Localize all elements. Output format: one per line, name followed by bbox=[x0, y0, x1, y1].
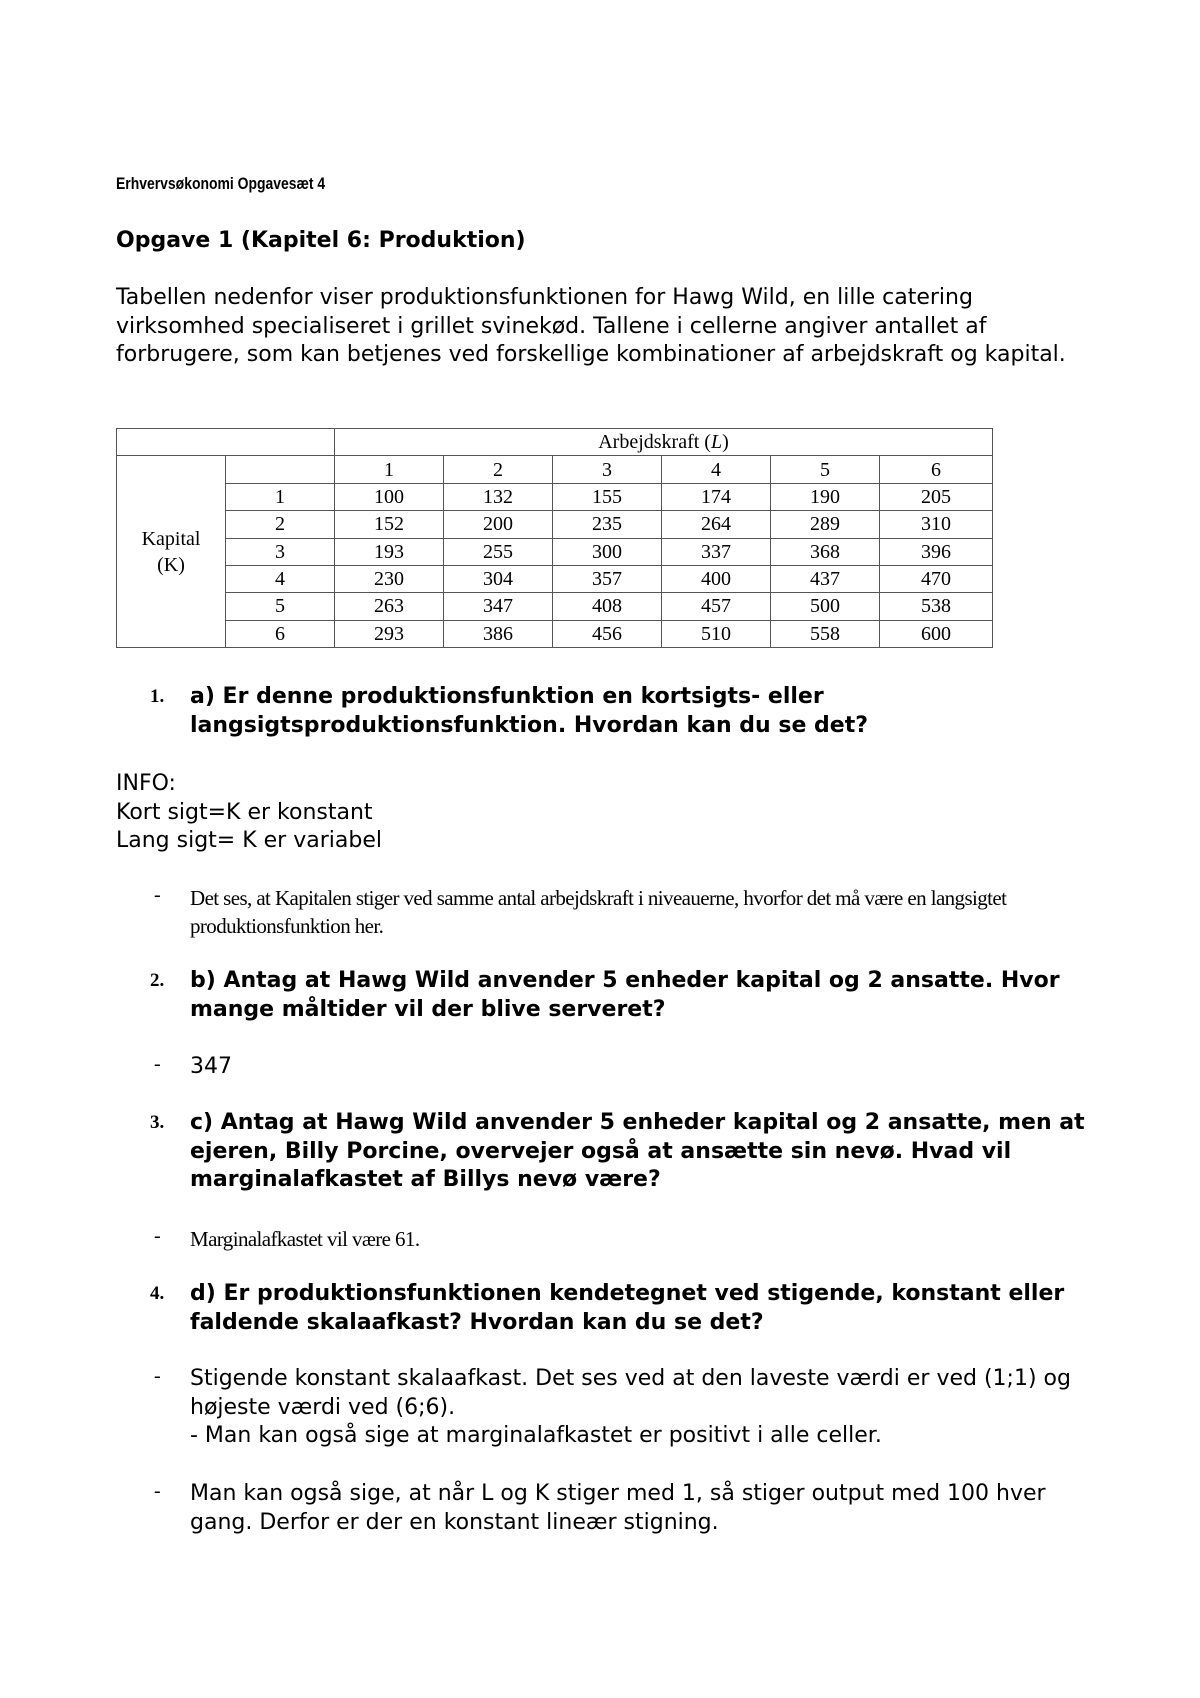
question-number: 4. bbox=[150, 1283, 165, 1304]
info-line-long-run: Lang sigt= K er variabel bbox=[116, 828, 382, 853]
table-cell: 200 bbox=[444, 511, 553, 538]
question-b bbox=[150, 967, 1110, 1024]
labor-level: 6 bbox=[880, 456, 993, 483]
table-corner bbox=[117, 429, 335, 456]
table-cell: 558 bbox=[771, 620, 880, 647]
capital-level: 4 bbox=[226, 565, 335, 592]
table-cell: 152 bbox=[335, 511, 444, 538]
table-cell: 347 bbox=[444, 593, 553, 620]
labor-level: 3 bbox=[553, 456, 662, 483]
table-row bbox=[117, 593, 993, 620]
table-cell: 263 bbox=[335, 593, 444, 620]
answer-text: Marginalafkastet vil være 61. bbox=[190, 1227, 420, 1251]
table-cell: 357 bbox=[553, 565, 662, 592]
question-c bbox=[150, 1109, 1110, 1195]
table-cell: 235 bbox=[553, 511, 662, 538]
answer-b bbox=[150, 1053, 1110, 1082]
table-cell: 190 bbox=[771, 483, 880, 510]
table-cell: 456 bbox=[553, 620, 662, 647]
table-row bbox=[117, 511, 993, 538]
question-d bbox=[150, 1280, 1110, 1337]
intro-paragraph: Tabellen nedenfor viser produktionsfunktionen for Hawg Wild, en lille catering virksomhed specialiseret i grillet svinekød. Tallene i cellerne angiver antallet af forbrugere, som kan betjenes ved forskellige kombinationer af arbejdskraft og kapital. bbox=[116, 285, 1066, 367]
document-header: Erhvervsøkonomi Opgavesæt 4 bbox=[116, 174, 326, 193]
table-row bbox=[117, 620, 993, 647]
question-number: 3. bbox=[150, 1112, 165, 1133]
answer-text: Det ses, at Kapitalen stiger ved samme antal arbejdskraft i niveauerne, hvorfor det må være en langsigtet produktionsfunktion her. bbox=[190, 886, 1007, 938]
table-cell: 510 bbox=[662, 620, 771, 647]
bullet-dash: - bbox=[154, 884, 161, 906]
table-cell: 500 bbox=[771, 593, 880, 620]
table-cell: 437 bbox=[771, 565, 880, 592]
labor-level: 4 bbox=[662, 456, 771, 483]
table-row bbox=[117, 538, 993, 565]
capital-level: 6 bbox=[226, 620, 335, 647]
table-cell: 293 bbox=[335, 620, 444, 647]
answer-text: Man kan også sige, at når L og K stiger med 1, så stiger output med 100 hver gang. Derfor er der en konstant lineær stigning. bbox=[190, 1481, 1046, 1535]
table-cell: 368 bbox=[771, 538, 880, 565]
bullet-dash: - bbox=[154, 1365, 161, 1387]
question-text: c) Antag at Hawg Wild anvender 5 enheder kapital og 2 ansatte, men at ejeren, Billy Porcine, overvejer også at ansætte sin nevø. Hvad vil marginalafkastet af Billys nevø være? bbox=[190, 1110, 1085, 1192]
bullet-dash: - bbox=[154, 1480, 161, 1502]
answer-a bbox=[150, 884, 1110, 940]
table-cell: 300 bbox=[553, 538, 662, 565]
answer-d-2 bbox=[150, 1480, 1110, 1537]
table-cell: 264 bbox=[662, 511, 771, 538]
bullet-dash: - bbox=[154, 1225, 161, 1247]
table-cell: 400 bbox=[662, 565, 771, 592]
capital-level: 3 bbox=[226, 538, 335, 565]
table-cell: 205 bbox=[880, 483, 993, 510]
table-cell: 230 bbox=[335, 565, 444, 592]
question-number: 1. bbox=[150, 686, 165, 707]
labor-level: 2 bbox=[444, 456, 553, 483]
question-number: 2. bbox=[150, 970, 165, 991]
table-cell: 174 bbox=[662, 483, 771, 510]
capital-level: 1 bbox=[226, 483, 335, 510]
capital-level: 2 bbox=[226, 511, 335, 538]
labor-level: 5 bbox=[771, 456, 880, 483]
table-cell: 337 bbox=[662, 538, 771, 565]
labor-level-blank bbox=[226, 456, 335, 483]
table-row bbox=[117, 565, 993, 592]
table-cell: 538 bbox=[880, 593, 993, 620]
answer-c bbox=[150, 1225, 1110, 1253]
question-text: d) Er produktionsfunktionen kendetegnet ved stigende, konstant eller faldende skalaafkast? Hvordan kan du se det? bbox=[190, 1281, 1065, 1335]
table-cell: 255 bbox=[444, 538, 553, 565]
table-cell: 408 bbox=[553, 593, 662, 620]
table-cell: 600 bbox=[880, 620, 993, 647]
table-cell: 155 bbox=[553, 483, 662, 510]
table-cell: 470 bbox=[880, 565, 993, 592]
capital-var: (K) bbox=[157, 553, 185, 576]
question-text: a) Er denne produktionsfunktion en kortsigts- eller langsigtsproduktionsfunktion. Hvordan kan du se det? bbox=[190, 684, 868, 738]
question-a bbox=[150, 683, 1110, 740]
question-text: b) Antag at Hawg Wild anvender 5 enheder kapital og 2 ansatte. Hvor mange måltider vil der blive serveret? bbox=[190, 968, 1060, 1022]
capital-header: Kapital (K) bbox=[117, 456, 226, 648]
answer-text-followup: - Man kan også sige at marginalafkastet er positivt i alle celler. bbox=[190, 1423, 882, 1448]
table-cell: 457 bbox=[662, 593, 771, 620]
bullet-dash: - bbox=[154, 1053, 161, 1075]
table-cell: 386 bbox=[444, 620, 553, 647]
answer-d-1 bbox=[150, 1365, 1110, 1451]
table-cell: 289 bbox=[771, 511, 880, 538]
info-line-short-run: Kort sigt=K er konstant bbox=[116, 799, 373, 825]
table-cell: 100 bbox=[335, 483, 444, 510]
answer-text: 347 bbox=[190, 1054, 232, 1079]
info-box bbox=[116, 770, 382, 856]
table-cell: 396 bbox=[880, 538, 993, 565]
answer-text: Stigende konstant skalaafkast. Det ses ved at den laveste værdi er ved (1;1) og højeste værdi ved (6;6). bbox=[190, 1366, 1071, 1420]
table-row bbox=[117, 483, 993, 510]
table-cell: 310 bbox=[880, 511, 993, 538]
table-cell: 304 bbox=[444, 565, 553, 592]
info-label: INFO: bbox=[116, 771, 176, 796]
labor-level: 1 bbox=[335, 456, 444, 483]
labor-header: Arbejdskraft (L) bbox=[335, 429, 993, 456]
exercise-title: Opgave 1 (Kapitel 6: Produktion) bbox=[116, 228, 526, 253]
capital-level: 5 bbox=[226, 593, 335, 620]
table-cell: 193 bbox=[335, 538, 444, 565]
table-cell: 132 bbox=[444, 483, 553, 510]
production-table bbox=[116, 428, 993, 648]
